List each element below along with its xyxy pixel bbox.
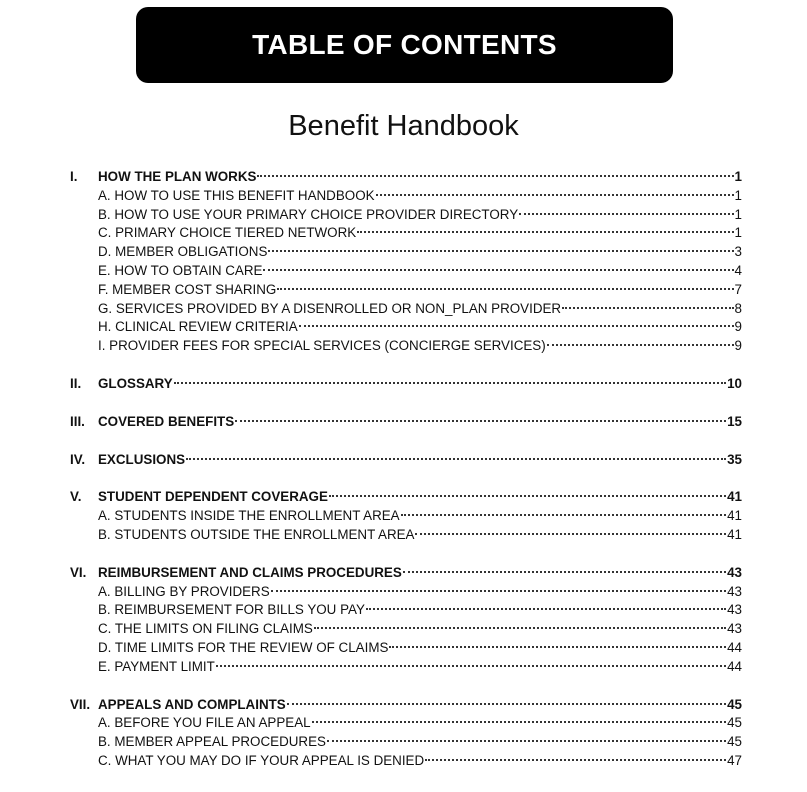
subsection-title: C. WHAT YOU MAY DO IF YOUR APPEAL IS DENIED: [98, 752, 425, 768]
subsection-title: E. PAYMENT LIMIT: [98, 658, 215, 674]
dot-leader: [357, 224, 733, 233]
toc-entry-sub[interactable]: [70, 714, 742, 733]
page-number: 41: [727, 489, 742, 505]
dot-leader: [277, 281, 733, 290]
dot-leader: [403, 564, 726, 573]
dot-leader: [314, 620, 726, 629]
toc-section: [70, 375, 742, 394]
dot-leader: [268, 243, 733, 252]
subsection-title: A. STUDENTS INSIDE THE ENROLLMENT AREA: [98, 508, 400, 524]
toc-entry-sub[interactable]: [70, 752, 742, 771]
document-subtitle: Benefit Handbook: [288, 110, 519, 142]
toc-entry-sub[interactable]: [70, 733, 742, 752]
page-number: 1: [734, 187, 742, 203]
toc-entry-sub[interactable]: [70, 620, 742, 639]
toc-entry-sub[interactable]: [70, 318, 742, 337]
section-title: GLOSSARY: [98, 375, 173, 391]
toc-entry-main[interactable]: [70, 375, 742, 394]
page-number: 3: [734, 244, 742, 260]
page-number: 45: [727, 734, 742, 750]
page-number: 8: [734, 300, 742, 316]
toc-section: [70, 696, 742, 771]
page-number: 47: [727, 752, 742, 768]
toc-entry-sub[interactable]: [70, 337, 742, 356]
page-number: 4: [734, 262, 742, 278]
section-number: II.: [70, 375, 82, 391]
toc-section: [70, 413, 742, 432]
section-title: EXCLUSIONS: [98, 451, 186, 467]
toc-entry-main[interactable]: [70, 413, 742, 432]
toc-entry-sub[interactable]: [70, 583, 742, 602]
page-number: 15: [727, 413, 742, 429]
table-of-contents: [70, 168, 742, 790]
page-number: 41: [727, 508, 742, 524]
section-number: V.: [70, 489, 82, 505]
page-number: 44: [727, 639, 742, 655]
page-number: 10: [727, 375, 742, 391]
page-number: 1: [734, 225, 742, 241]
subsection-title: B. REIMBURSEMENT FOR BILLS YOU PAY: [98, 602, 365, 618]
toc-entry-sub[interactable]: [70, 658, 742, 677]
dot-leader: [389, 639, 726, 648]
toc-entry-sub[interactable]: [70, 243, 742, 262]
toc-entry-main[interactable]: [70, 168, 742, 187]
page-number: 45: [727, 715, 742, 731]
section-title: HOW THE PLAN WORKS: [98, 169, 257, 184]
toc-entry-sub[interactable]: [70, 601, 742, 620]
subsection-title: A. BILLING BY PROVIDERS: [98, 583, 270, 599]
dot-leader: [329, 488, 726, 497]
dot-leader: [263, 262, 733, 271]
dot-leader: [287, 696, 726, 705]
toc-entry-sub[interactable]: [70, 262, 742, 281]
subsection-title: D. TIME LIMITS FOR THE REVIEW OF CLAIMS: [98, 639, 389, 655]
subsection-title: H. CLINICAL REVIEW CRITERIA: [98, 319, 298, 335]
page-number: 44: [727, 658, 742, 674]
subsection-title: G. SERVICES PROVIDED BY A DISENROLLED OR NON_PLAN PROVIDER: [98, 300, 562, 316]
page-number: 43: [727, 583, 742, 599]
toc-entry-sub[interactable]: [70, 187, 742, 206]
page-number: 43: [727, 621, 742, 637]
section-number: VII.: [70, 696, 91, 712]
page-number: 7: [734, 281, 742, 297]
subsection-title: B. MEMBER APPEAL PROCEDURES: [98, 734, 326, 750]
subsection-title: C. THE LIMITS ON FILING CLAIMS: [98, 621, 313, 637]
section-number: III.: [70, 413, 85, 429]
page-number: 9: [734, 319, 742, 335]
dot-leader: [376, 187, 734, 196]
subsection-title: A. HOW TO USE THIS BENEFIT HANDBOOK: [98, 187, 375, 203]
toc-entry-main[interactable]: [70, 488, 742, 507]
dot-leader: [547, 337, 734, 346]
section-title: APPEALS AND COMPLAINTS: [98, 696, 286, 712]
section-title: STUDENT DEPENDENT COVERAGE: [98, 489, 328, 505]
dot-leader: [174, 375, 726, 384]
toc-section: [70, 168, 742, 356]
dot-leader: [415, 526, 726, 535]
dot-leader: [327, 733, 726, 742]
section-title: COVERED BENEFITS: [98, 413, 235, 429]
toc-section: [70, 564, 742, 677]
page-number: 9: [734, 338, 742, 354]
dot-leader: [216, 658, 726, 667]
subsection-title: B. HOW TO USE YOUR PRIMARY CHOICE PROVIDER DIRECTORY: [98, 206, 519, 222]
toc-entry-sub[interactable]: [70, 507, 742, 526]
subsection-title: F. MEMBER COST SHARING: [98, 281, 277, 297]
toc-entry-sub[interactable]: [70, 300, 742, 319]
toc-entry-main[interactable]: [70, 451, 742, 470]
toc-entry-sub[interactable]: [70, 281, 742, 300]
page-number: 35: [727, 451, 742, 467]
dot-leader: [299, 318, 734, 327]
subsection-title: A. BEFORE YOU FILE AN APPEAL: [98, 715, 311, 731]
toc-entry-sub[interactable]: [70, 206, 742, 225]
toc-section: [70, 488, 742, 544]
dot-leader: [366, 601, 726, 610]
toc-entry-main[interactable]: [70, 696, 742, 715]
dot-leader: [401, 507, 726, 516]
subsection-title: E. HOW TO OBTAIN CARE: [98, 262, 263, 278]
toc-entry-sub[interactable]: [70, 639, 742, 658]
banner-title: TABLE OF CONTENTS: [252, 29, 557, 60]
page-number: 1: [734, 169, 742, 184]
toc-section: [70, 451, 742, 470]
dot-leader: [235, 413, 726, 422]
toc-entry-sub[interactable]: [70, 526, 742, 545]
page-number: 43: [727, 602, 742, 618]
dot-leader: [257, 168, 733, 177]
subsection-title: D. MEMBER OBLIGATIONS: [98, 244, 268, 260]
section-number: I.: [70, 169, 78, 184]
dot-leader: [186, 451, 726, 460]
page-number: 1: [734, 206, 742, 222]
dot-leader: [519, 206, 733, 215]
page-number: 43: [727, 564, 742, 580]
section-number: IV.: [70, 451, 86, 467]
title-banner: [136, 7, 673, 83]
toc-entry-main[interactable]: [70, 564, 742, 583]
section-title: REIMBURSEMENT AND CLAIMS PROCEDURES: [98, 564, 402, 580]
page-number: 41: [727, 526, 742, 542]
section-number: VI.: [70, 564, 87, 580]
dot-leader: [425, 752, 726, 761]
dot-leader: [562, 300, 733, 309]
dot-leader: [312, 714, 726, 723]
dot-leader: [271, 583, 726, 592]
subsection-title: B. STUDENTS OUTSIDE THE ENROLLMENT AREA: [98, 526, 415, 542]
toc-entry-sub[interactable]: [70, 224, 742, 243]
subsection-title: I. PROVIDER FEES FOR SPECIAL SERVICES (CONCIERGE SERVICES): [98, 338, 546, 354]
subsection-title: C. PRIMARY CHOICE TIERED NETWORK: [98, 225, 357, 241]
page-number: 45: [727, 696, 742, 712]
